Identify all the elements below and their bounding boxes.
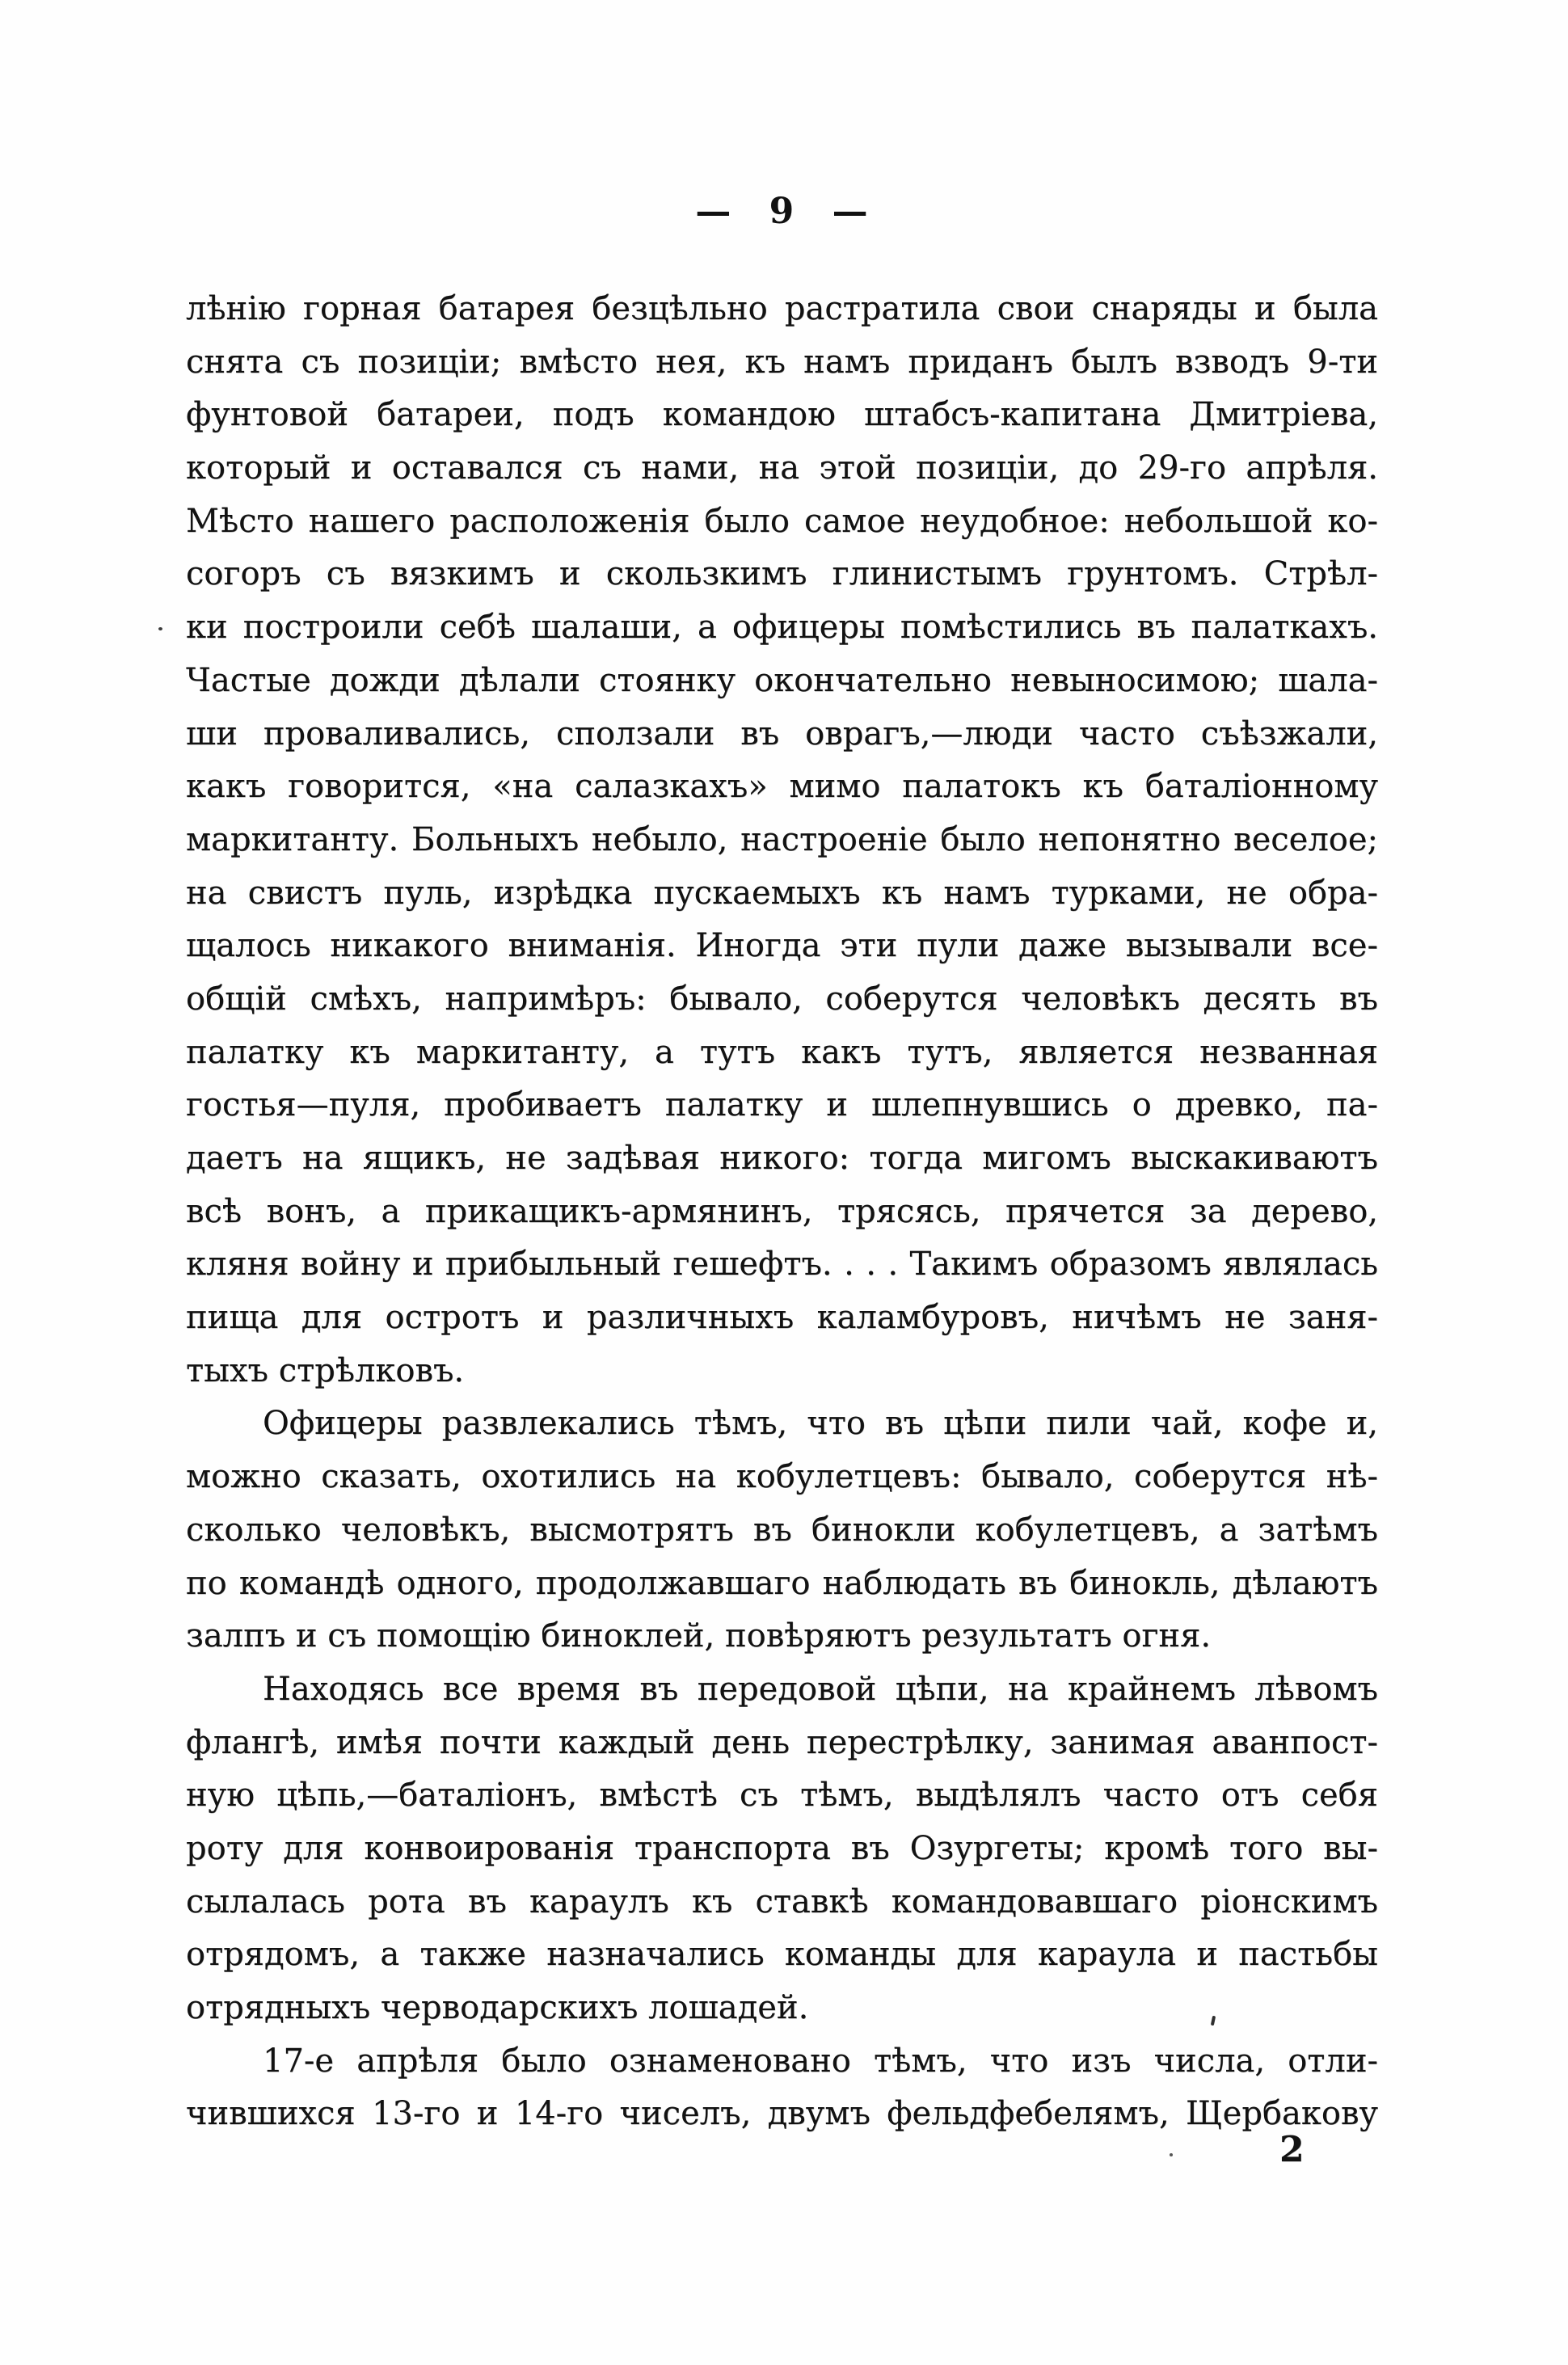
text-line: отрядныхъ черводарскихъ лошадей.	[186, 1989, 809, 2026]
text-line: отрядомъ, а также назначались команды для караула и пастьбы	[186, 1936, 1378, 1974]
ink-speck	[1170, 2153, 1173, 2156]
text-line: общій смѣхъ, напримѣръ: бывало, соберутся человѣкъ десять въ	[186, 980, 1378, 1018]
text-line: флангѣ, имѣя почти каждый день перестрѣлку, занимая аванпост-	[186, 1723, 1378, 1761]
text-line: сколько человѣкъ, высмотрятъ въ бинокли кобулетцевъ, а затѣмъ	[186, 1511, 1378, 1549]
text-line: 17-е апрѣля было ознаменовано тѣмъ, что изъ числа, отли-	[263, 2042, 1378, 2080]
text-line: щалось никакого вниманія. Иногда эти пули даже вызывали все-	[186, 927, 1378, 965]
text-line: Офицеры развлекались тѣмъ, что въ цѣпи пили чай, кофе и,	[263, 1405, 1378, 1443]
text-line: на свистъ пуль, изрѣдка пускаемыхъ къ намъ турками, не обра-	[186, 874, 1378, 912]
text-line: даетъ на ящикъ, не задѣвая никого: тогда мигомъ выскакиваютъ	[186, 1140, 1378, 1177]
text-line: пища для остротъ и различныхъ каламбуровъ, ничѣмъ не заня-	[186, 1299, 1378, 1337]
text-line: чившихся 13-го и 14-го чиселъ, двумъ фельдфебелямъ, Щербакову	[186, 2095, 1378, 2133]
text-line: Мѣсто нашего расположенія было самое неудобное: небольшой ко-	[186, 502, 1378, 540]
text-line: какъ говорится, «на салазкахъ» мимо палатокъ къ баталіонному	[186, 768, 1378, 806]
text-line: всѣ вонъ, а прикащикъ-армянинъ, трясясь, прячется за дерево,	[186, 1192, 1378, 1230]
text-line: ки построили себѣ шалаши, а офицеры помѣстились въ палаткахъ.	[186, 609, 1378, 647]
text-line: палатку къ маркитанту, а тутъ какъ тутъ, является незванная	[186, 1033, 1378, 1071]
text-line: роту для конвоированія транспорта въ Озургеты; кромѣ того вы-	[186, 1829, 1378, 1867]
text-line: который и оставался съ нами, на этой позиціи, до 29-го апрѣля.	[186, 449, 1378, 487]
text-line: Находясь все время въ передовой цѣпи, на крайнемъ лѣвомъ	[263, 1670, 1378, 1708]
body-text	[186, 283, 1378, 2141]
text-line: гостья—пуля, пробиваетъ палатку и шлепнувшись о древко, па-	[186, 1086, 1378, 1124]
text-line: кляня войну и прибыльный гешефтъ. . . . Такимъ образомъ являлась	[186, 1246, 1378, 1284]
text-line: залпъ и съ помощію биноклей, повѣряютъ результатъ огня.	[186, 1617, 1212, 1655]
text-line: маркитанту. Больныхъ небыло, настроеніе было непонятно веселое;	[186, 820, 1378, 858]
text-line: снята съ позиціи; вмѣсто нея, къ намъ приданъ былъ взводъ 9-ти	[186, 343, 1378, 381]
text-line: можно сказать, охотились на кобулетцевъ: бывало, соберутся нѣ-	[186, 1458, 1378, 1496]
text-line: согоръ съ вязкимъ и скользкимъ глинистымъ грунтомъ. Стрѣл-	[186, 555, 1378, 593]
text-line: лѣнію горная батарея безцѣльно растратила свои снаряды и была	[186, 290, 1378, 327]
text-line: фунтовой батареи, подъ командою штабсъ-капитана Дмитріева,	[186, 396, 1378, 434]
text-line: ши проваливались, сползали въ оврагъ,—люди часто съѣзжали,	[186, 715, 1378, 752]
text-line: сылалась рота въ караулъ къ ставкѣ командовавшаго ріонскимъ	[186, 1882, 1378, 1920]
text-line: ную цѣпь,—баталіонъ, вмѣстѣ съ тѣмъ, выдѣлялъ часто отъ себя	[186, 1777, 1378, 1815]
page-number-header: — 9 —	[695, 191, 869, 232]
text-line: Частые дожди дѣлали стоянку окончательно невыносимою; шала-	[186, 661, 1378, 699]
text-line: тыхъ стрѣлковъ.	[186, 1351, 465, 1389]
text-line: по командѣ одного, продолжавшаго наблюдать въ бинокль, дѣлаютъ	[186, 1564, 1378, 1602]
signature-mark: 2	[1279, 2129, 1305, 2170]
ink-speck	[158, 627, 162, 630]
